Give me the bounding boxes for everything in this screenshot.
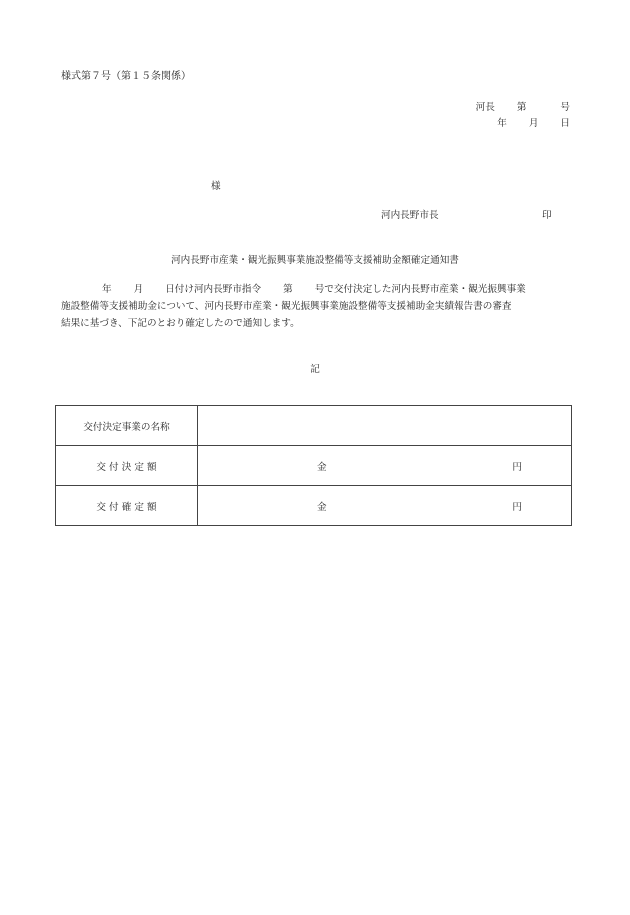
kin-mark: 金 <box>317 461 327 473</box>
en-mark: 円 <box>512 501 522 513</box>
addressee-sama: 様 <box>211 181 221 192</box>
decided-amount-label: 交 付 決 定 額 <box>56 446 198 486</box>
doc-dai: 第 <box>516 102 527 113</box>
confirmed-amount-label: 交 付 確 定 額 <box>56 486 198 526</box>
document-number-line <box>476 99 570 113</box>
office-abbrev: 河長 <box>475 102 495 113</box>
notification-body <box>61 281 571 332</box>
body-month: 月 <box>133 284 144 295</box>
body-line-2: 施設整備等支援補助金について、河内長野市産業・観光振興事業施設整備等支援補助金実績報告書の審査 <box>61 301 512 312</box>
issuer-name: 河内長野市長 <box>381 210 439 221</box>
body-dai: 第 <box>283 284 293 295</box>
en-mark: 円 <box>512 461 522 473</box>
kin-mark: 金 <box>317 501 327 513</box>
body-line-1 <box>61 281 571 298</box>
document-title: 河内長野市産業・観光振興事業施設整備等支援補助金額確定通知書 <box>171 255 459 266</box>
body-date-suffix: 日付け河内長野市指令 <box>165 284 262 295</box>
project-name-label: 交付決定事業の名称 <box>56 406 198 446</box>
seal-mark: 印 <box>542 210 552 221</box>
table-row <box>56 406 572 446</box>
table-row <box>56 486 572 526</box>
body-year: 年 <box>102 284 112 295</box>
date-year: 年 <box>497 118 507 129</box>
date-month: 月 <box>528 118 539 129</box>
table-row <box>56 446 572 486</box>
body-line-3: 結果に基づき、下記のとおり確定したので通知します。 <box>61 318 300 329</box>
confirmed-amount-value <box>198 486 572 526</box>
project-name-value <box>198 406 572 446</box>
date-day: 日 <box>560 118 570 129</box>
doc-go: 号 <box>560 102 570 113</box>
issue-date-line <box>497 115 570 129</box>
decided-amount-value <box>198 446 572 486</box>
form-number-label: 様式第７号（第１５条関係） <box>61 71 191 82</box>
body-line1-rest: 号で交付決定した河内長野市産業・観光振興事業 <box>314 284 526 295</box>
grant-summary-table <box>55 405 572 526</box>
ki-heading: 記 <box>310 364 320 375</box>
